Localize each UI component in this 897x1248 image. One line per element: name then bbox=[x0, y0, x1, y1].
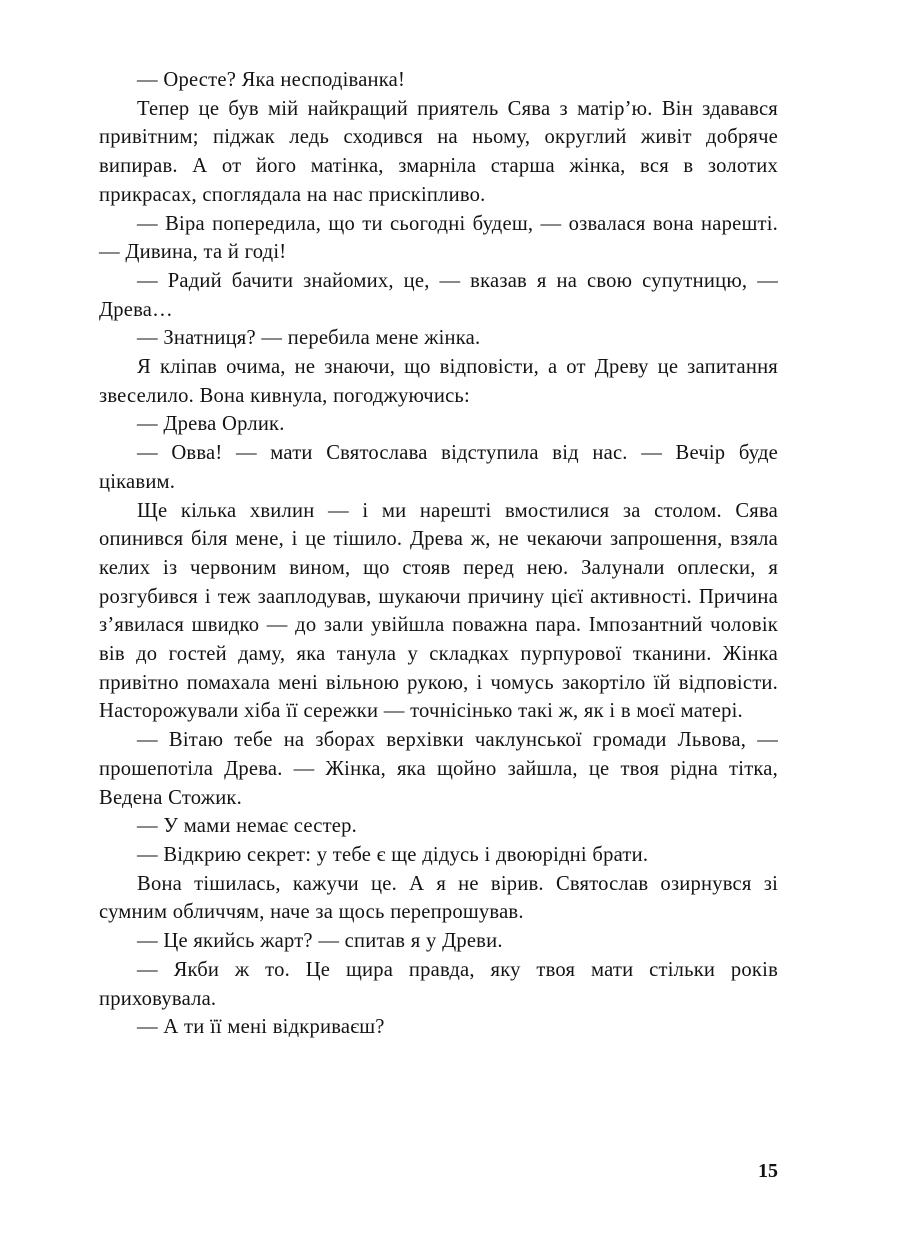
paragraph: Ще кілька хвилин — і ми нарешті вмостилися за столом. Сява опинився біля мене, і це тішило. Древа ж, не чекаючи запрошення, взяла келих із червоним вином, що стояв перед нею. Залунали оплески, я розгубився і теж зааплодував, шукаючи причину цієї активності. Причина з’явилася швидко — до зали увійшла поважна пара. Імпозантний чоловік вів до гостей даму, яка танула у складках пурпурової тканини. Жінка привітно помахала мені вільною рукою, і чомусь закортіло їй відповісти. Насторожували хіба її сережки — точнісінько такі ж, як і в моєї матері. bbox=[99, 499, 778, 723]
paragraph: — А ти її мені відкриваєш? bbox=[137, 1016, 385, 1039]
paragraph: Тепер це був мій найкращий приятель Сява з матір’ю. Він здавався привітним; піджак ледь сходився на ньому, округлий живіт добряче випирав. А от його матінка, змарніла старша жінка, вся в золотих прикрасах, споглядала на нас прискіпливо. bbox=[99, 97, 778, 206]
paragraph: — Якби ж то. Це щира правда, яку твоя мати стільки років приховувала. bbox=[99, 958, 778, 1010]
paragraph: — Вітаю тебе на зборах верхівки чаклунської громади Львова, — прошепотіла Древа. — Жінка, яка щойно зайшла, це твоя рідна тітка, Ведена Стожик. bbox=[99, 729, 778, 809]
paragraph: — Оресте? Яка несподіванка! bbox=[137, 69, 406, 91]
page-number: 15 bbox=[758, 1160, 778, 1182]
paragraph: — Овва! — мати Святослава відступила від нас. — Вечір буде цікавим. bbox=[99, 442, 778, 493]
paragraph: Вона тішилась, кажучи це. А я не вірив. Святослав озирнувся зі сумним обличчям, наче за щось перепрошував. bbox=[99, 872, 778, 924]
page-text-block bbox=[99, 66, 778, 1042]
paragraph: Я кліпав очима, не знаючи, що відповісти, а от Древу це запитання звеселило. Вона кивнула, погоджуючись: bbox=[99, 356, 778, 407]
paragraph: — Древа Орлик. bbox=[137, 413, 285, 436]
paragraph: — Це якийсь жарт? — спитав я у Древи. bbox=[137, 930, 503, 953]
paragraph: — Радий бачити знайомих, це, — вказав я на свою супутницю, — Древа… bbox=[99, 269, 778, 321]
paragraph: — Знатниця? — перебила мене жінка. bbox=[137, 327, 481, 350]
paragraph: — Віра попередила, що ти сьогодні будеш, — озвалася вона нарешті. — Дивина, та й годі! bbox=[99, 212, 778, 264]
paragraph: — Відкрию секрет: у тебе є ще дідусь і двоюрідні брати. bbox=[137, 843, 649, 866]
paragraph: — У мами немає сестер. bbox=[137, 815, 358, 838]
